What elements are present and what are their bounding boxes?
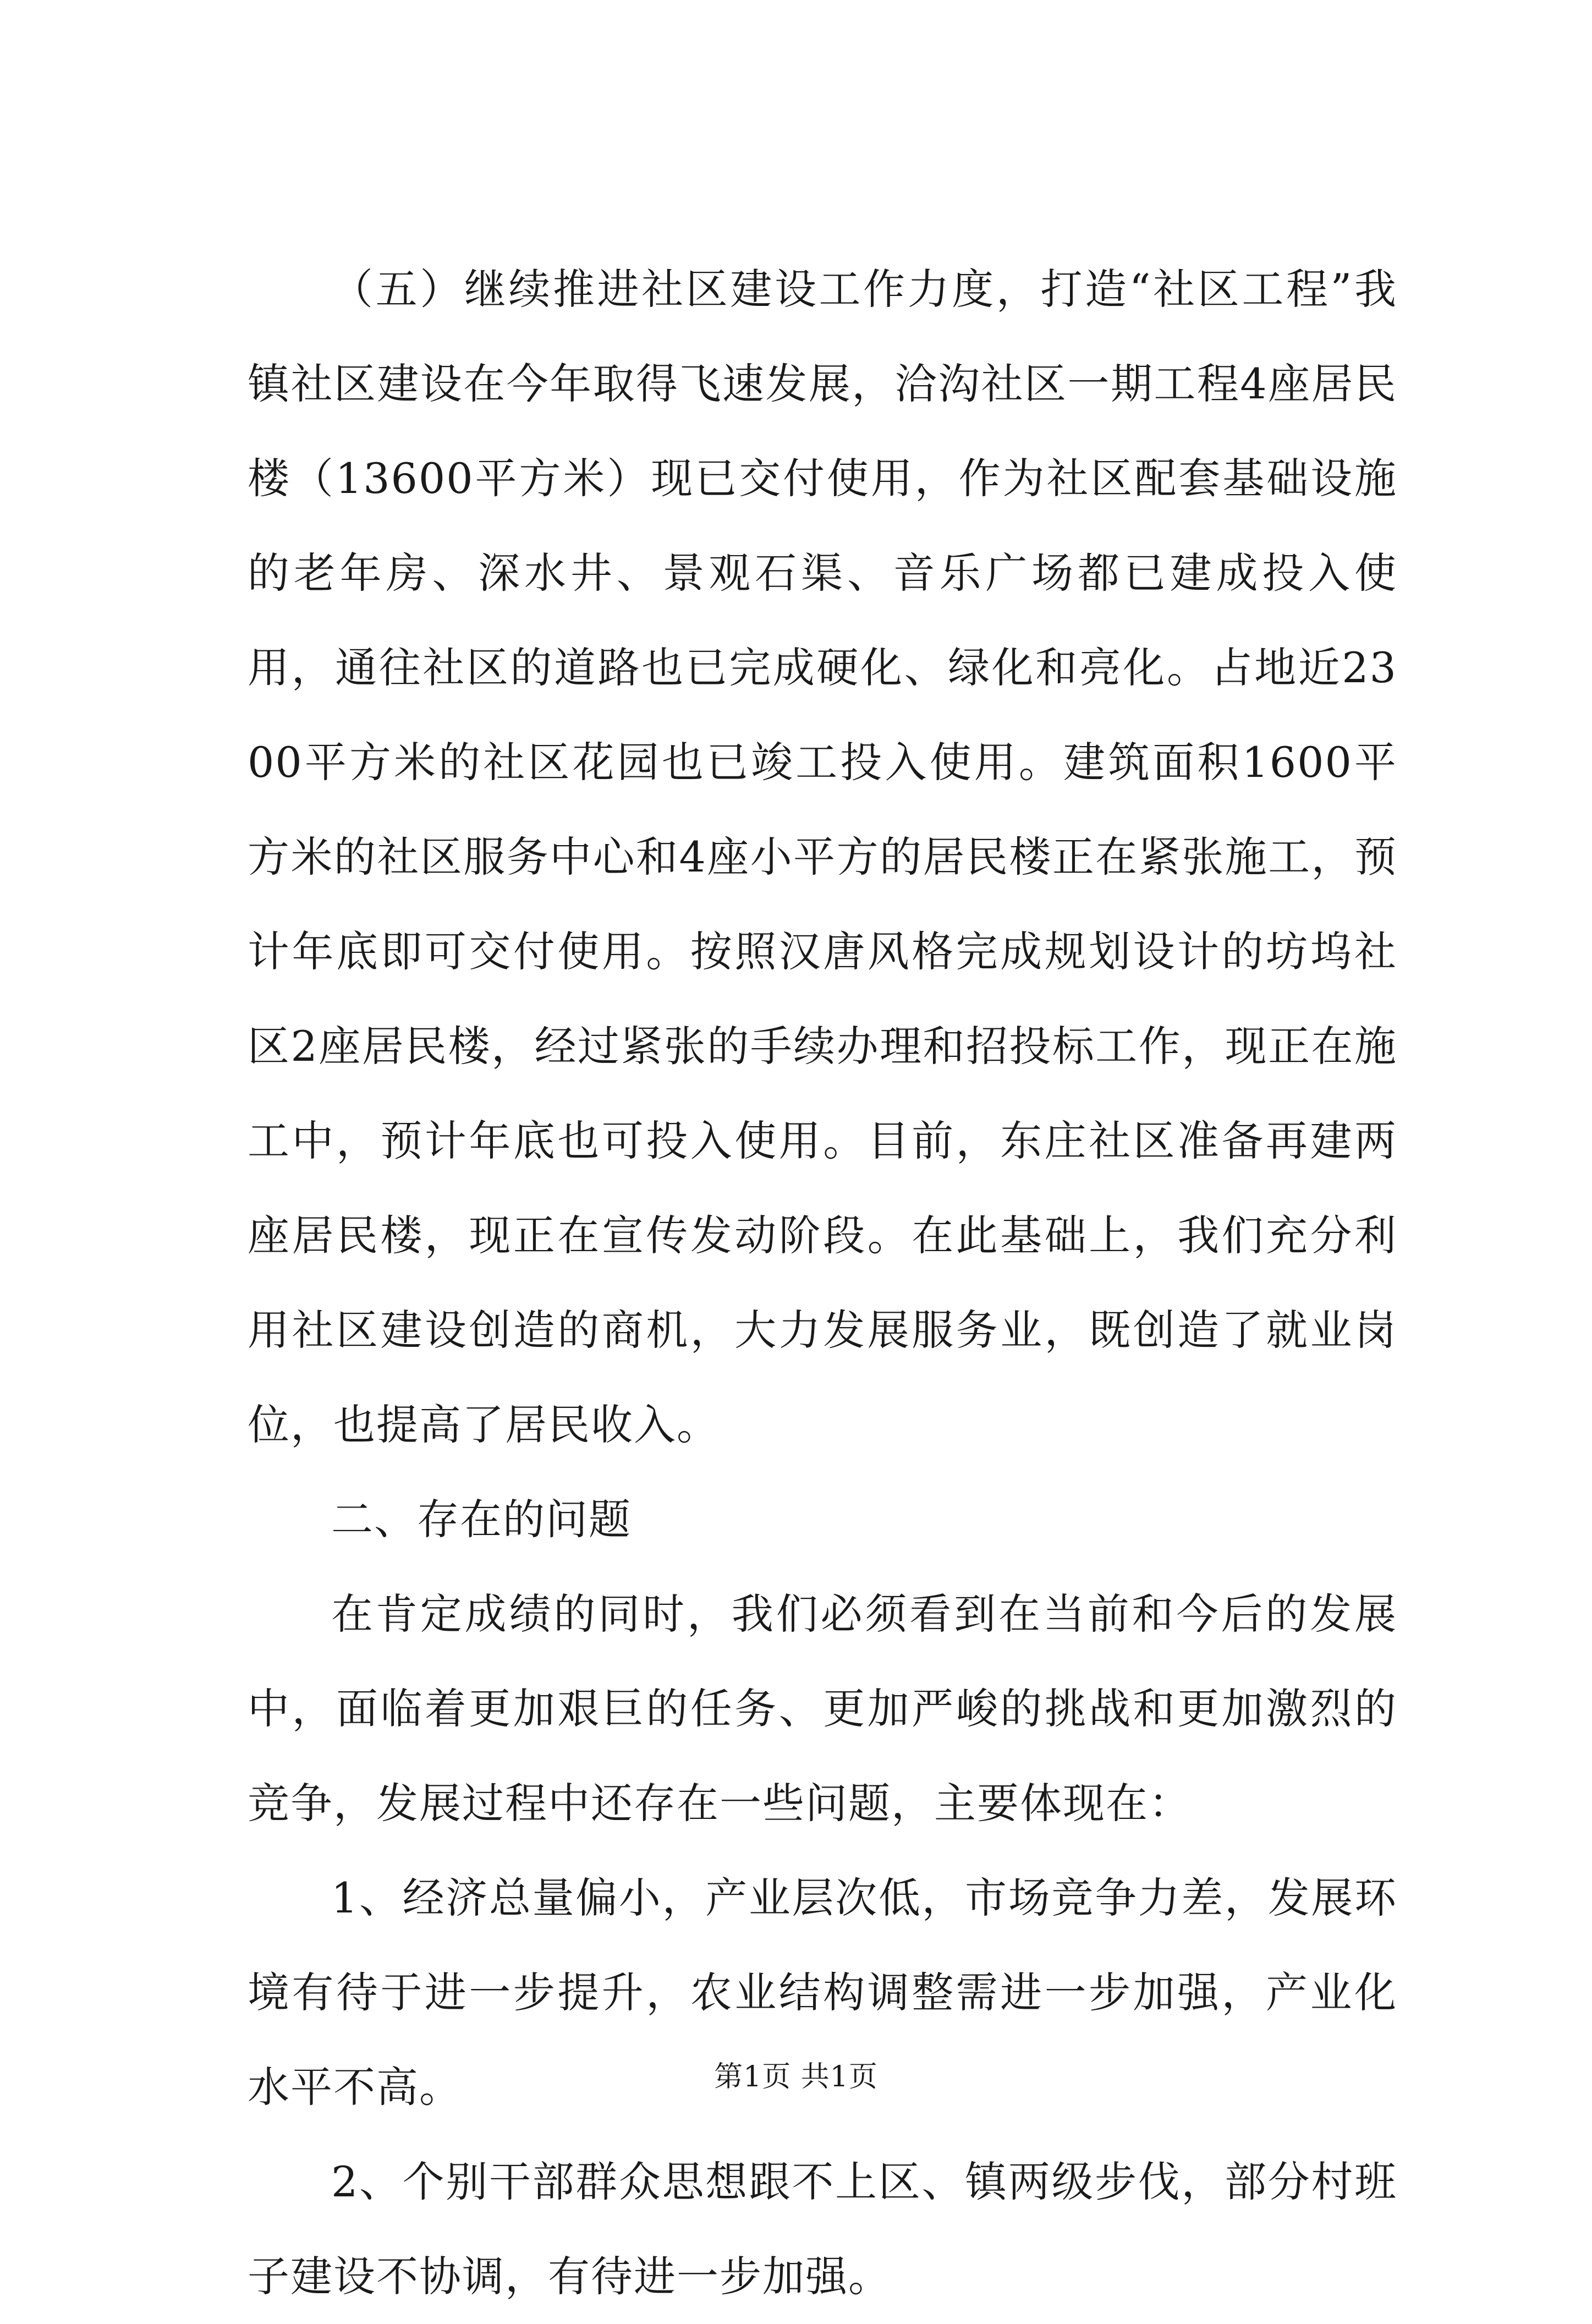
paragraph-problem-1: 1、经济总量偏小，产业层次低，市场竞争力差，发展环境有待于进一步提升，农业结构调整需进一步加强，产业化水平不高。	[248, 1873, 1397, 2112]
page-footer	[0, 2055, 1592, 2099]
section-heading-problems: 二、存在的问题	[331, 1495, 632, 1544]
paragraph-community-construction: （五）继续推进社区建设工作力度，打造“社区工程”我镇社区建设在今年取得飞速发展，洽沟社区一期工程4座居民楼（13600平方米）现已交付使用，作为社区配套基础设施的老年房、深水井、景观石渠、音乐广场都已建成投入使用，通往社区的道路也已完成硬化、绿化和亮化。占地近2300平方米的社区花园也已竣工投入使用。建筑面积1600平方米的社区服务中心和4座小平方的居民楼正在紧张施工，预计年底即可交付使用。按照汉唐风格完成规划设计的坊坞社区2座居民楼，经过紧张的手续办理和招投标工作，现正在施工中，预计年底也可投入使用。目前，东庄社区准备再建两座居民楼，现正在宣传发动阶段。在此基础上，我们充分利用社区建设创造的商机，大力发展服务业，既创造了就业岗位，也提高了居民收入。	[248, 265, 1397, 1449]
paragraph-problems-intro: 在肯定成绩的同时，我们必须看到在当前和今后的发展中，面临着更加艰巨的任务、更加严峻的挑战和更加激烈的竞争，发展过程中还存在一些问题，主要体现在：	[248, 1589, 1397, 1828]
page-number-label: 第1页 共1页	[714, 2060, 878, 2093]
document-body	[248, 242, 1397, 2324]
paragraph-problem-2: 2、个别干部群众思想跟不上区、镇两级步伐，部分村班子建设不协调，有待进一步加强。	[248, 2157, 1397, 2301]
